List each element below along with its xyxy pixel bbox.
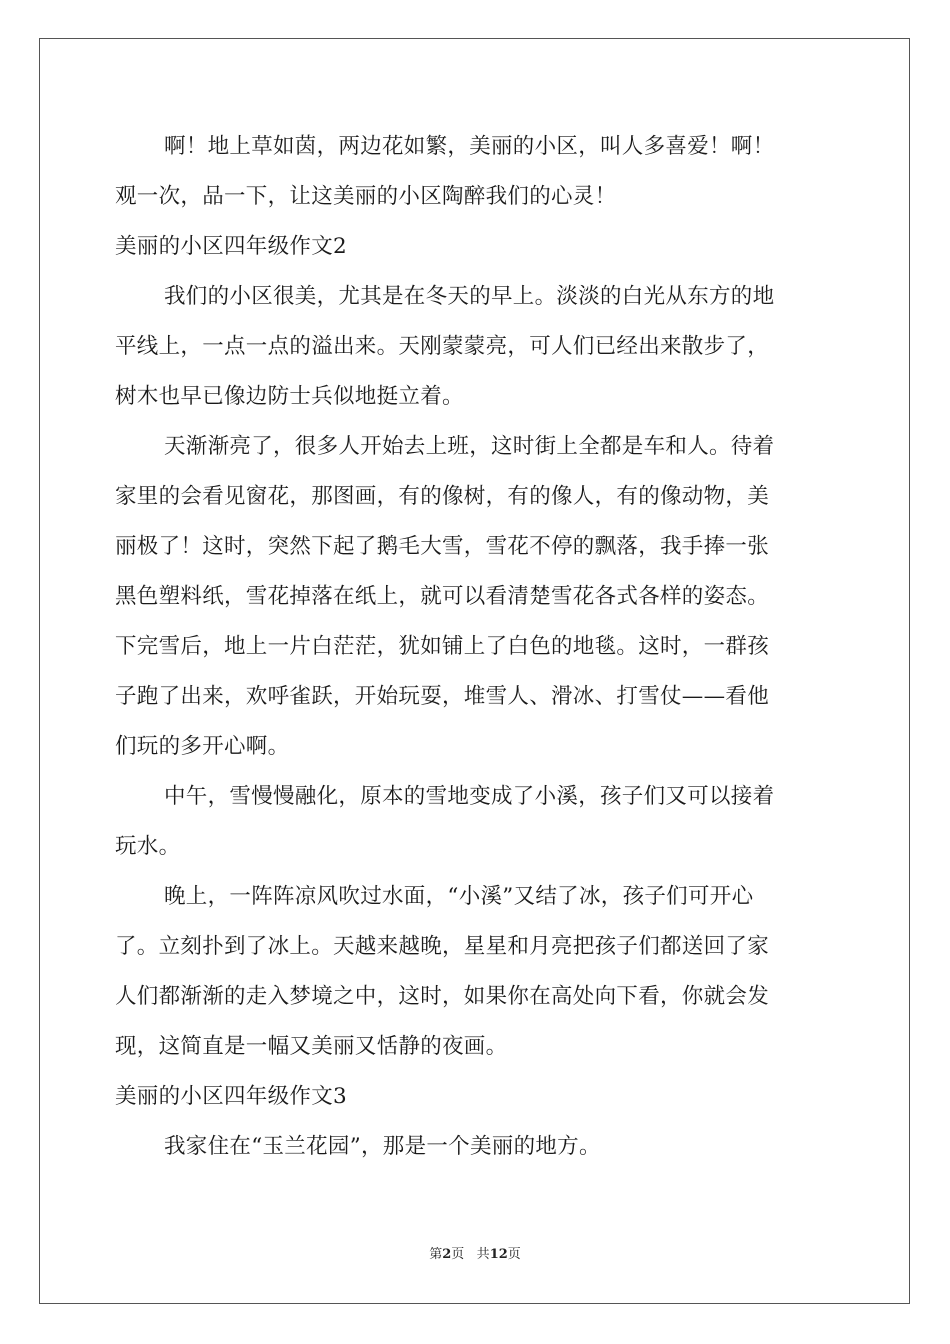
paragraph-line: 啊！地上草如茵，两边花如繁，美丽的小区，叫人多喜爱！啊！ (164, 134, 775, 159)
paragraph-line: 平线上，一点一点的溢出来。天刚蒙蒙亮，可人们已经出来散步了， (115, 334, 770, 359)
paragraph-line: 中午，雪慢慢融化，原本的雪地变成了小溪，孩子们又可以接着 (164, 784, 775, 809)
section-heading: 美丽的小区四年级作文3 (115, 1084, 347, 1109)
paragraph-line: 我家住在“玉兰花园”，那是一个美丽的地方。 (164, 1134, 601, 1159)
paragraph-line: 下完雪后，地上一片白茫茫，犹如铺上了白色的地毯。这时，一群孩 (115, 634, 770, 659)
paragraph-line: 家里的会看见窗花，那图画，有的像树，有的像人，有的像动物，美 (115, 484, 770, 509)
paragraph-line: 黑色塑料纸，雪花掉落在纸上，就可以看清楚雪花各式各样的姿态。 (115, 584, 770, 609)
page-footer (0, 1243, 950, 1262)
paragraph-line: 树木也早已像边防士兵似地挺立着。 (115, 384, 464, 409)
paragraph-line: 观一次，品一下，让这美丽的小区陶醉我们的心灵！ (115, 184, 617, 209)
paragraph-line: 天渐渐亮了，很多人开始去上班，这时街上全都是车和人。待着 (164, 434, 775, 459)
paragraph-line: 玩水。 (115, 834, 181, 859)
footer-total-pages: 12 (489, 1247, 508, 1262)
footer-page-suffix: 页 (451, 1247, 465, 1262)
footer-total-prefix: 共 (476, 1247, 490, 1262)
paragraph-line: 们玩的多开心啊。 (115, 734, 290, 759)
footer-total-suffix: 页 (507, 1247, 521, 1262)
paragraph-line: 了。立刻扑到了冰上。天越来越晚，星星和月亮把孩子们都送回了家 (115, 934, 770, 959)
paragraph-line: 现，这简直是一幅又美丽又恬静的夜画。 (115, 1034, 508, 1059)
page-frame (39, 38, 910, 1304)
section-heading: 美丽的小区四年级作文2 (115, 234, 347, 259)
paragraph-line: 子跑了出来，欢呼雀跃，开始玩耍，堆雪人、滑冰、打雪仗——看他 (115, 684, 770, 709)
paragraph-line: 我们的小区很美，尤其是在冬天的早上。淡淡的白光从东方的地 (164, 284, 775, 309)
footer-page-prefix: 第 (429, 1247, 443, 1262)
paragraph-line: 人们都渐渐的走入梦境之中，这时，如果你在高处向下看，你就会发 (115, 984, 770, 1009)
paragraph-line: 丽极了！这时，突然下起了鹅毛大雪，雪花不停的飘落，我手捧一张 (115, 534, 770, 559)
footer-page-number: 2 (442, 1247, 452, 1262)
paragraph-line: 晚上，一阵阵凉风吹过水面，“小溪”又结了冰，孩子们可开心 (164, 884, 754, 909)
